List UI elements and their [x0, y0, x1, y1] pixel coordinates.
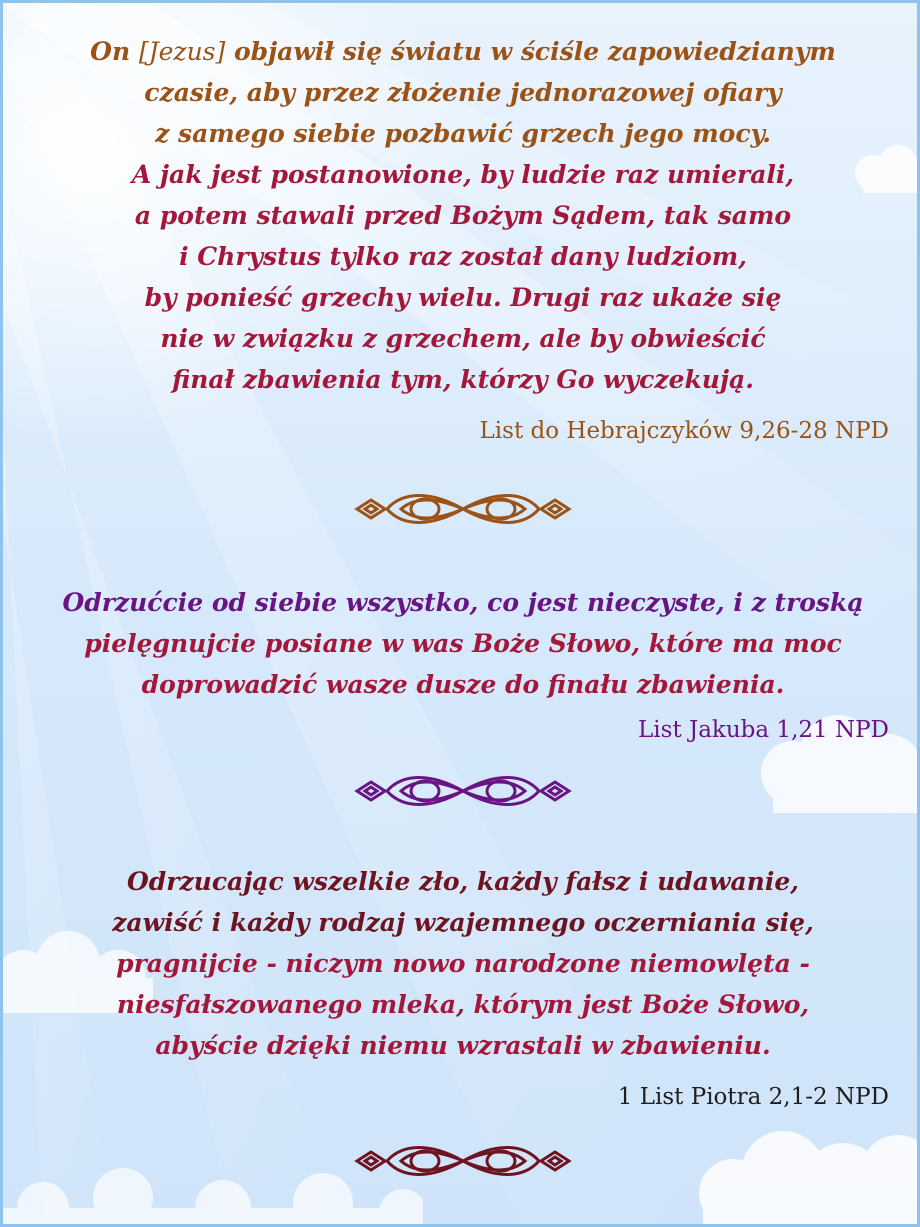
quote-james-line-1: Odrzućcie od siebie wszystko, co jest nieczyste, i z troską: [62, 588, 864, 617]
quote-hebrews-line-1-prefix: On: [90, 37, 139, 66]
ornament-brown: [353, 487, 573, 531]
quote-hebrews-bracket: [Jezus]: [138, 37, 226, 66]
quote-peter-line-2: zawiść i każdy rodzaj wzajemnego oczerniania się,: [112, 908, 814, 937]
quote-hebrews-line-9: finał zbawienia tym, którzy Go wyczekują.: [172, 365, 754, 394]
quote-hebrews-line-5: a potem stawali przed Bożym Sądem, tak samo: [134, 201, 792, 230]
quote-peter-line-3: pragnijcie - niczym nowo narodzone niemowlęta -: [116, 949, 810, 978]
reference-peter: 1 List Piotra 2,1-2 NPD: [617, 1084, 889, 1110]
quote-james: [3, 582, 920, 705]
quote-hebrews-line-4: A jak jest postanowione, by ludzie raz umierali,: [131, 160, 795, 189]
quote-hebrews-line-3: z samego siebie pozbawić grzech jego mocy.: [155, 119, 771, 148]
content: [3, 3, 920, 1227]
reference-hebrews: List do Hebrajczyków 9,26-28 NPD: [479, 418, 889, 444]
quote-peter-line-1: Odrzucając wszelkie zło, każdy fałsz i udawanie,: [127, 867, 799, 896]
quote-hebrews-line-2: czasie, aby przez złożenie jednorazowej ofiary: [144, 78, 782, 107]
quote-hebrews-line-1: [3, 31, 920, 72]
quote-hebrews-line-1-suffix: objawił się światu w ściśle zapowiedzianym: [225, 37, 836, 66]
quote-james-line-3: doprowadzić wasze dusze do finału zbawienia.: [141, 670, 785, 699]
quote-peter-line-4: niesfałszowanego mleka, którym jest Boże Słowo,: [116, 990, 810, 1019]
quote-hebrews: [3, 31, 920, 400]
ornament-purple: [353, 769, 573, 813]
reference-james: List Jakuba 1,21 NPD: [638, 717, 889, 743]
quote-hebrews-line-7: by ponieść grzechy wielu. Drugi raz ukaże się: [144, 283, 782, 312]
ornament-maroon: [353, 1139, 573, 1183]
quote-peter: [3, 861, 920, 1066]
quote-hebrews-line-8: nie w związku z grzechem, ale by obwieścić: [160, 324, 766, 353]
quote-hebrews-line-6: i Chrystus tylko raz został dany ludziom,: [179, 242, 747, 271]
quote-peter-line-5: abyście dzięki niemu wzrastali w zbawieniu.: [155, 1031, 771, 1060]
quote-james-line-2: pielęgnujcie posiane w was Boże Słowo, które ma moc: [84, 629, 842, 658]
